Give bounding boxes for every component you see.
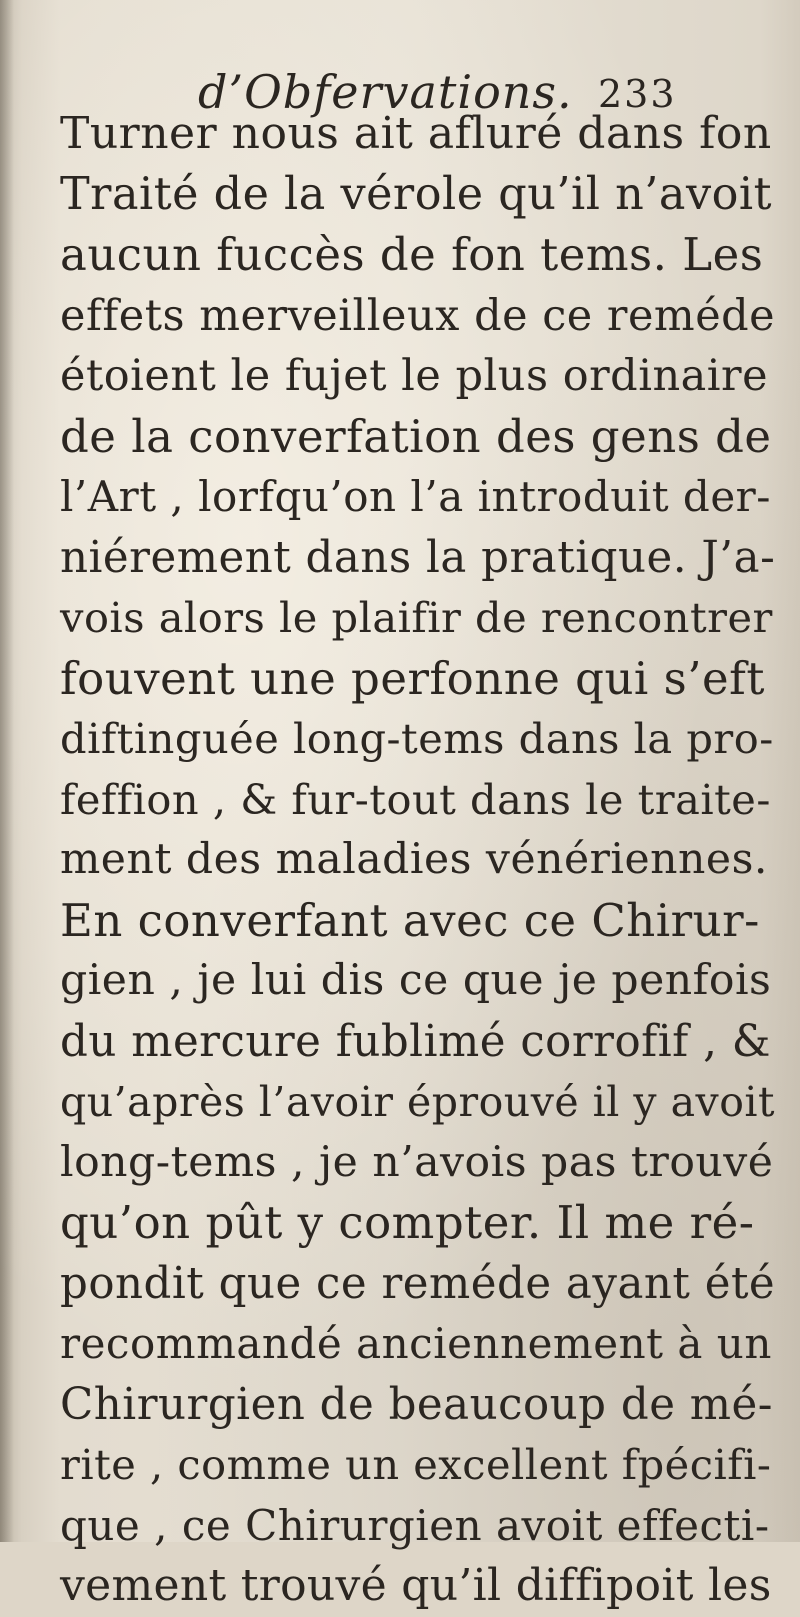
text-line: fouvent une perfonne qui s’eft (60, 651, 765, 705)
text-line: Chirurgien de beaucoup de mé- (60, 1379, 773, 1430)
page-number: 233 (598, 72, 677, 116)
running-title: d’Obfervations. (198, 65, 573, 119)
text-line: diftinguée long-tems dans la pro- (60, 714, 774, 763)
text-line: étoient le fujet le plus ordinaire (60, 351, 769, 401)
text-line: vement trouvé qu’il diffipoit les (60, 1560, 772, 1611)
text-line: qu’on pût y compter. Il me ré- (60, 1196, 755, 1249)
text-line: En converfant avec ce Chirur- (60, 893, 760, 947)
text-line: niérement dans la pratique. J’a- (60, 532, 776, 583)
text-line: que , ce Chirurgien avoit effecti- (60, 1500, 770, 1550)
text-line: feffion , & fur-tout dans le traite- (60, 774, 771, 824)
text-line: effets merveilleux de ce reméde (60, 290, 776, 341)
text-line: pondit que ce reméde ayant été (60, 1258, 776, 1309)
text-line: Turner nous ait afluré dans fon (60, 108, 772, 159)
text-line: aucun fuccès de fon tems. Les (60, 228, 764, 281)
text-line: l’Art , lorfqu’on l’a introduit der- (60, 472, 771, 521)
text-line: de la converfation des gens de (60, 409, 772, 463)
text-line: gien , je lui dis ce que je penfois (60, 956, 772, 1005)
text-line: long-tems , je n’avois pas trouvé (60, 1137, 774, 1187)
body-text (60, 104, 776, 1617)
text-line: Traité de la vérole qu’il n’avoit (60, 168, 772, 220)
text-line: rite , comme un excellent fpécifi- (60, 1440, 772, 1489)
text-line: du mercure fublimé corrofif , & (60, 1016, 771, 1067)
binding-shadow (0, 0, 14, 1542)
text-line: qu’après l’avoir éprouvé il y avoit (60, 1078, 775, 1126)
text-line: recommandé anciennement à un (60, 1319, 772, 1368)
text-line: ment des maladies vénériennes. (60, 835, 768, 884)
text-line: vois alors le plaifir de rencontrer (60, 593, 773, 642)
